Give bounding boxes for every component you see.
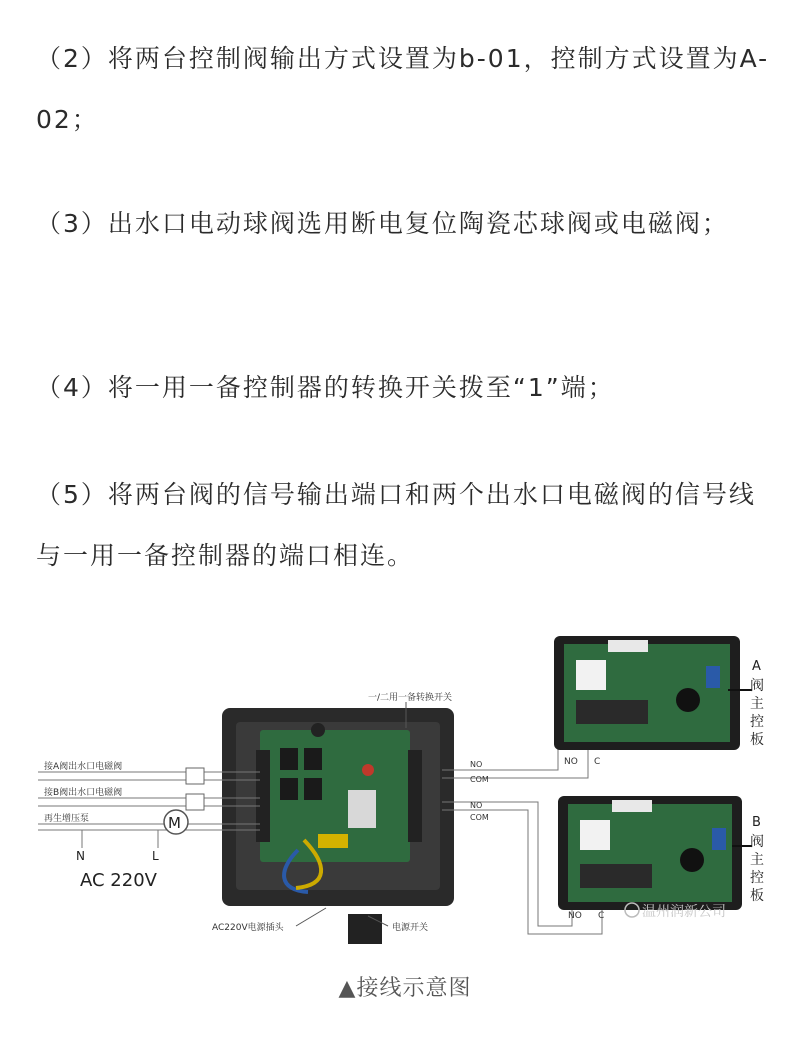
board-a-label-5: 板 [750, 732, 764, 748]
plug-label: AC220V电源插头 [212, 923, 284, 933]
switch-label: 一/二用一备转换开关 [368, 693, 453, 703]
board-a [554, 636, 740, 750]
com-label-1: COM [470, 775, 489, 784]
ac-label: AC 220V [80, 870, 157, 891]
wiring-diagram-svg [28, 630, 780, 948]
board-a-no: NO [564, 757, 578, 767]
board-b [558, 796, 742, 910]
paragraph-4: （4）将一用一备控制器的转换开关拨至“1”端； [36, 373, 615, 402]
board-b-label-1: B [752, 815, 761, 830]
motor-symbol: M [168, 814, 181, 832]
n-label: N [76, 849, 85, 863]
board-a-label-3: 主 [750, 696, 764, 712]
board-a-label-2: 阀 [750, 678, 764, 694]
no-label-1: NO [470, 760, 483, 769]
paragraph-2: （2）将两台控制阀输出方式设置为b-01，控制方式设置为A-02； [36, 44, 770, 134]
dual-controller-box [222, 708, 454, 944]
no-label-2: NO [470, 801, 483, 810]
figure-caption: ▲接线示意图 [338, 976, 472, 1001]
board-a-c: C [594, 757, 601, 767]
watermark: 温州润新公司 [642, 904, 726, 920]
board-b-label-2: 阀 [750, 834, 764, 850]
board-b-label-3: 主 [750, 852, 764, 868]
wiring-diagram [28, 630, 780, 948]
power-switch-label: 电源开关 [392, 923, 429, 933]
board-b-label-5: 板 [750, 888, 764, 904]
board-b-c: C [598, 911, 605, 921]
left-label-b: 接B阀出水口电磁阀 [44, 788, 123, 798]
board-a-label-1: A [752, 659, 761, 674]
left-label-pump: 再生增压泵 [44, 814, 90, 824]
board-a-label-4: 控 [750, 714, 764, 730]
l-label: L [152, 849, 159, 863]
paragraph-5: （5）将两台阀的信号输出端口和两个出水口电磁阀的信号线与一用一备控制器的端口相连。 [36, 480, 756, 570]
paragraph-3: （3）出水口电动球阀选用断电复位陶瓷芯球阀或电磁阀； [36, 209, 729, 238]
board-b-no: NO [568, 911, 582, 921]
left-label-a: 接A阀出水口电磁阀 [44, 762, 123, 772]
board-b-label-4: 控 [750, 870, 764, 886]
com-label-2: COM [470, 813, 489, 822]
